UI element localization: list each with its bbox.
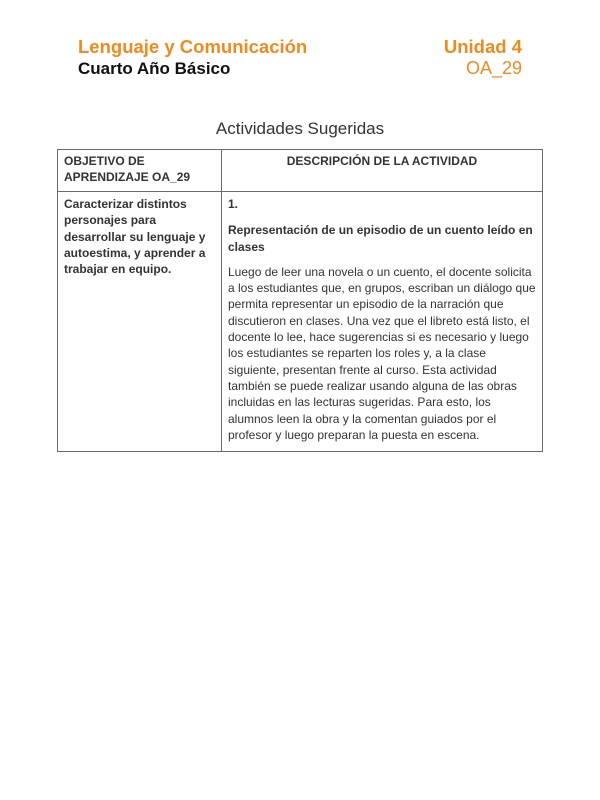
- table-row: [58, 192, 543, 452]
- header-bottom-row: [78, 58, 522, 79]
- activity-number: 1.: [228, 197, 239, 211]
- objective-column-header: OBJETIVO DE APRENDIZAJE OA_29: [58, 150, 222, 192]
- objective-cell: Caracterizar distintos personajes para desarrollar su lenguaje y autoestima, y aprender a trabajar en equipo.: [58, 192, 222, 452]
- section-title: Actividades Sugeridas: [215, 119, 385, 138]
- page-header: [78, 36, 522, 79]
- activities-table: [57, 149, 543, 452]
- description-cell: [222, 192, 543, 452]
- unit-label: Unidad 4: [443, 36, 522, 57]
- header-top-row: [78, 36, 522, 58]
- table-header-row: [58, 150, 543, 192]
- subject-title: Lenguaje y Comunicación: [78, 36, 308, 57]
- activity-body: Luego de leer una novela o un cuento, el docente solicita a los estudiantes que, en grupos, escriban un diálogo que permita representar un episodio de la narración que discutieron en clases. Una vez que el libreto está listo, el docente lo lee, hace sugerencias si es necesario y luego los estudiantes se reparten los roles y, a la clase siguiente, presentan frente al curso. Esta actividad también se puede realizar usando alguna de las obras incluidas en las lecturas sugeridas. Para esto, los alumnos leen la obra y la comentan guiados por el profesor y luego preparan la puesta en escena.: [228, 264, 536, 442]
- description-column-header: DESCRIPCIÓN DE LA ACTIVIDAD: [222, 150, 543, 192]
- grade-label: Cuarto Año Básico: [78, 59, 231, 78]
- activity-title: Representación de un episodio de un cuento leído en clases: [228, 223, 533, 254]
- oa-code-label: OA_29: [465, 58, 522, 78]
